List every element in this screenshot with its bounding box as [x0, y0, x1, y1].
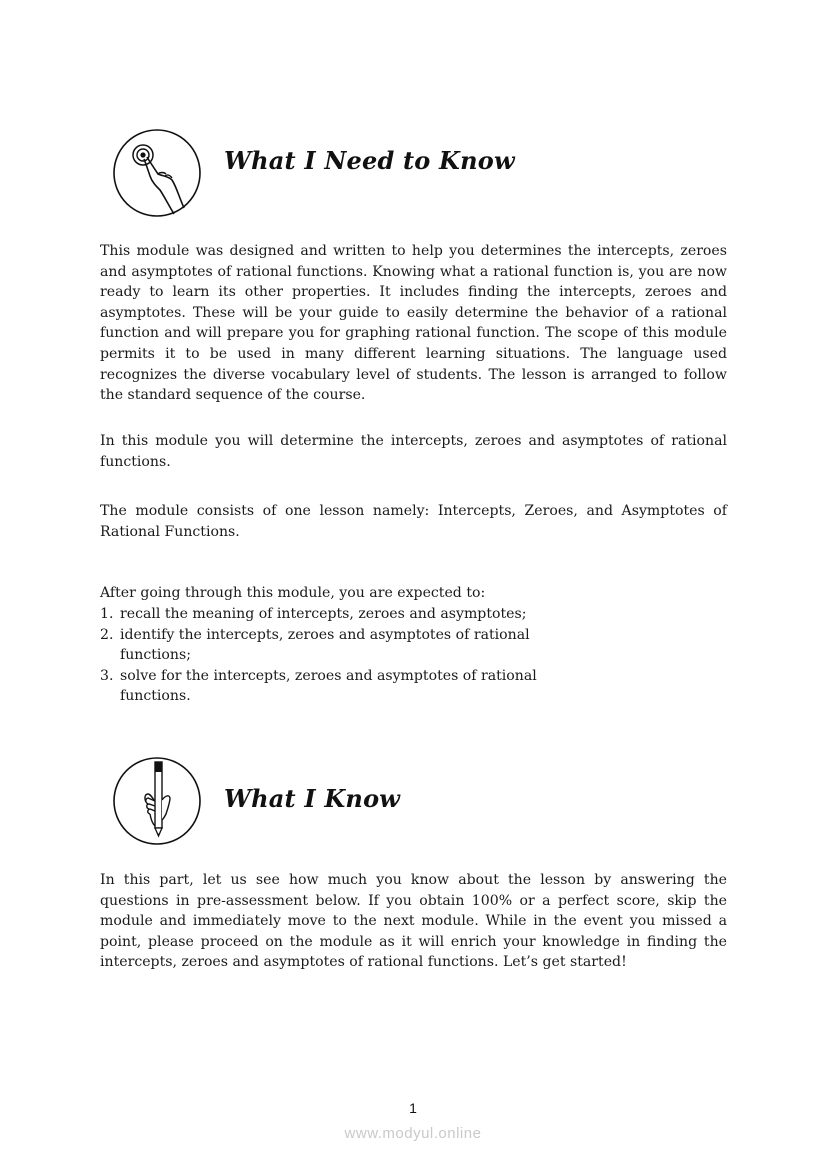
list-item-text: recall the meaning of intercepts, zeroes and asymptotes;: [120, 606, 527, 622]
module-lesson-paragraph: The module consists of one lesson namely: Intercepts, Zeroes, and Asymptotes of Rational Functions.: [100, 503, 727, 540]
module-goal-paragraph: In this module you will determine the intercepts, zeroes and asymptotes of rational functions.: [100, 433, 727, 470]
finger-touch-icon: [112, 128, 202, 218]
list-item: [100, 625, 560, 666]
list-item-number: 1.: [100, 606, 114, 622]
objectives-list: [100, 604, 560, 707]
page-number: 1: [409, 1100, 417, 1116]
section-title-what-i-know: What I Know: [224, 784, 401, 813]
hand-pencil-icon: [112, 756, 202, 846]
list-item-number: 3.: [100, 667, 114, 684]
list-item: [100, 604, 560, 625]
section-title-what-i-need-to-know: What I Need to Know: [224, 146, 515, 175]
objectives-intro: After going through this module, you are expected to:: [100, 585, 486, 601]
watermark: www.modyul.online: [344, 1125, 482, 1142]
list-item-text: solve for the intercepts, zeroes and asymptotes of rational functions.: [120, 667, 537, 705]
intro-paragraph: This module was designed and written to help you determines the intercepts, zeroes and asymptotes of rational functions. Knowing what a rational function is, you are now ready to learn its other properties. It includes finding the intercepts, zeroes and asymptotes. These will be your guide to easily determine the behavior of a rational function and will prepare you for graphing rational function. The scope of this module permits it to be used in many different learning situations. The language used recognizes the diverse vocabulary level of students. The lesson is arranged to follow the standard sequence of the course.: [100, 243, 727, 404]
list-item: [100, 666, 560, 707]
list-item-text: identify the intercepts, zeroes and asymptotes of rational functions;: [120, 626, 530, 664]
pre-assessment-paragraph: In this part, let us see how much you know about the lesson by answering the questions in pre-assessment below. If you obtain 100% or a perfect score, skip the module and immediately move to the next module. While in the event you missed a point, please proceed on the module as it will enrich your knowledge in finding the intercepts, zeroes and asymptotes of rational functions. Let’s get started!: [100, 872, 727, 971]
list-item-number: 2.: [100, 626, 114, 643]
